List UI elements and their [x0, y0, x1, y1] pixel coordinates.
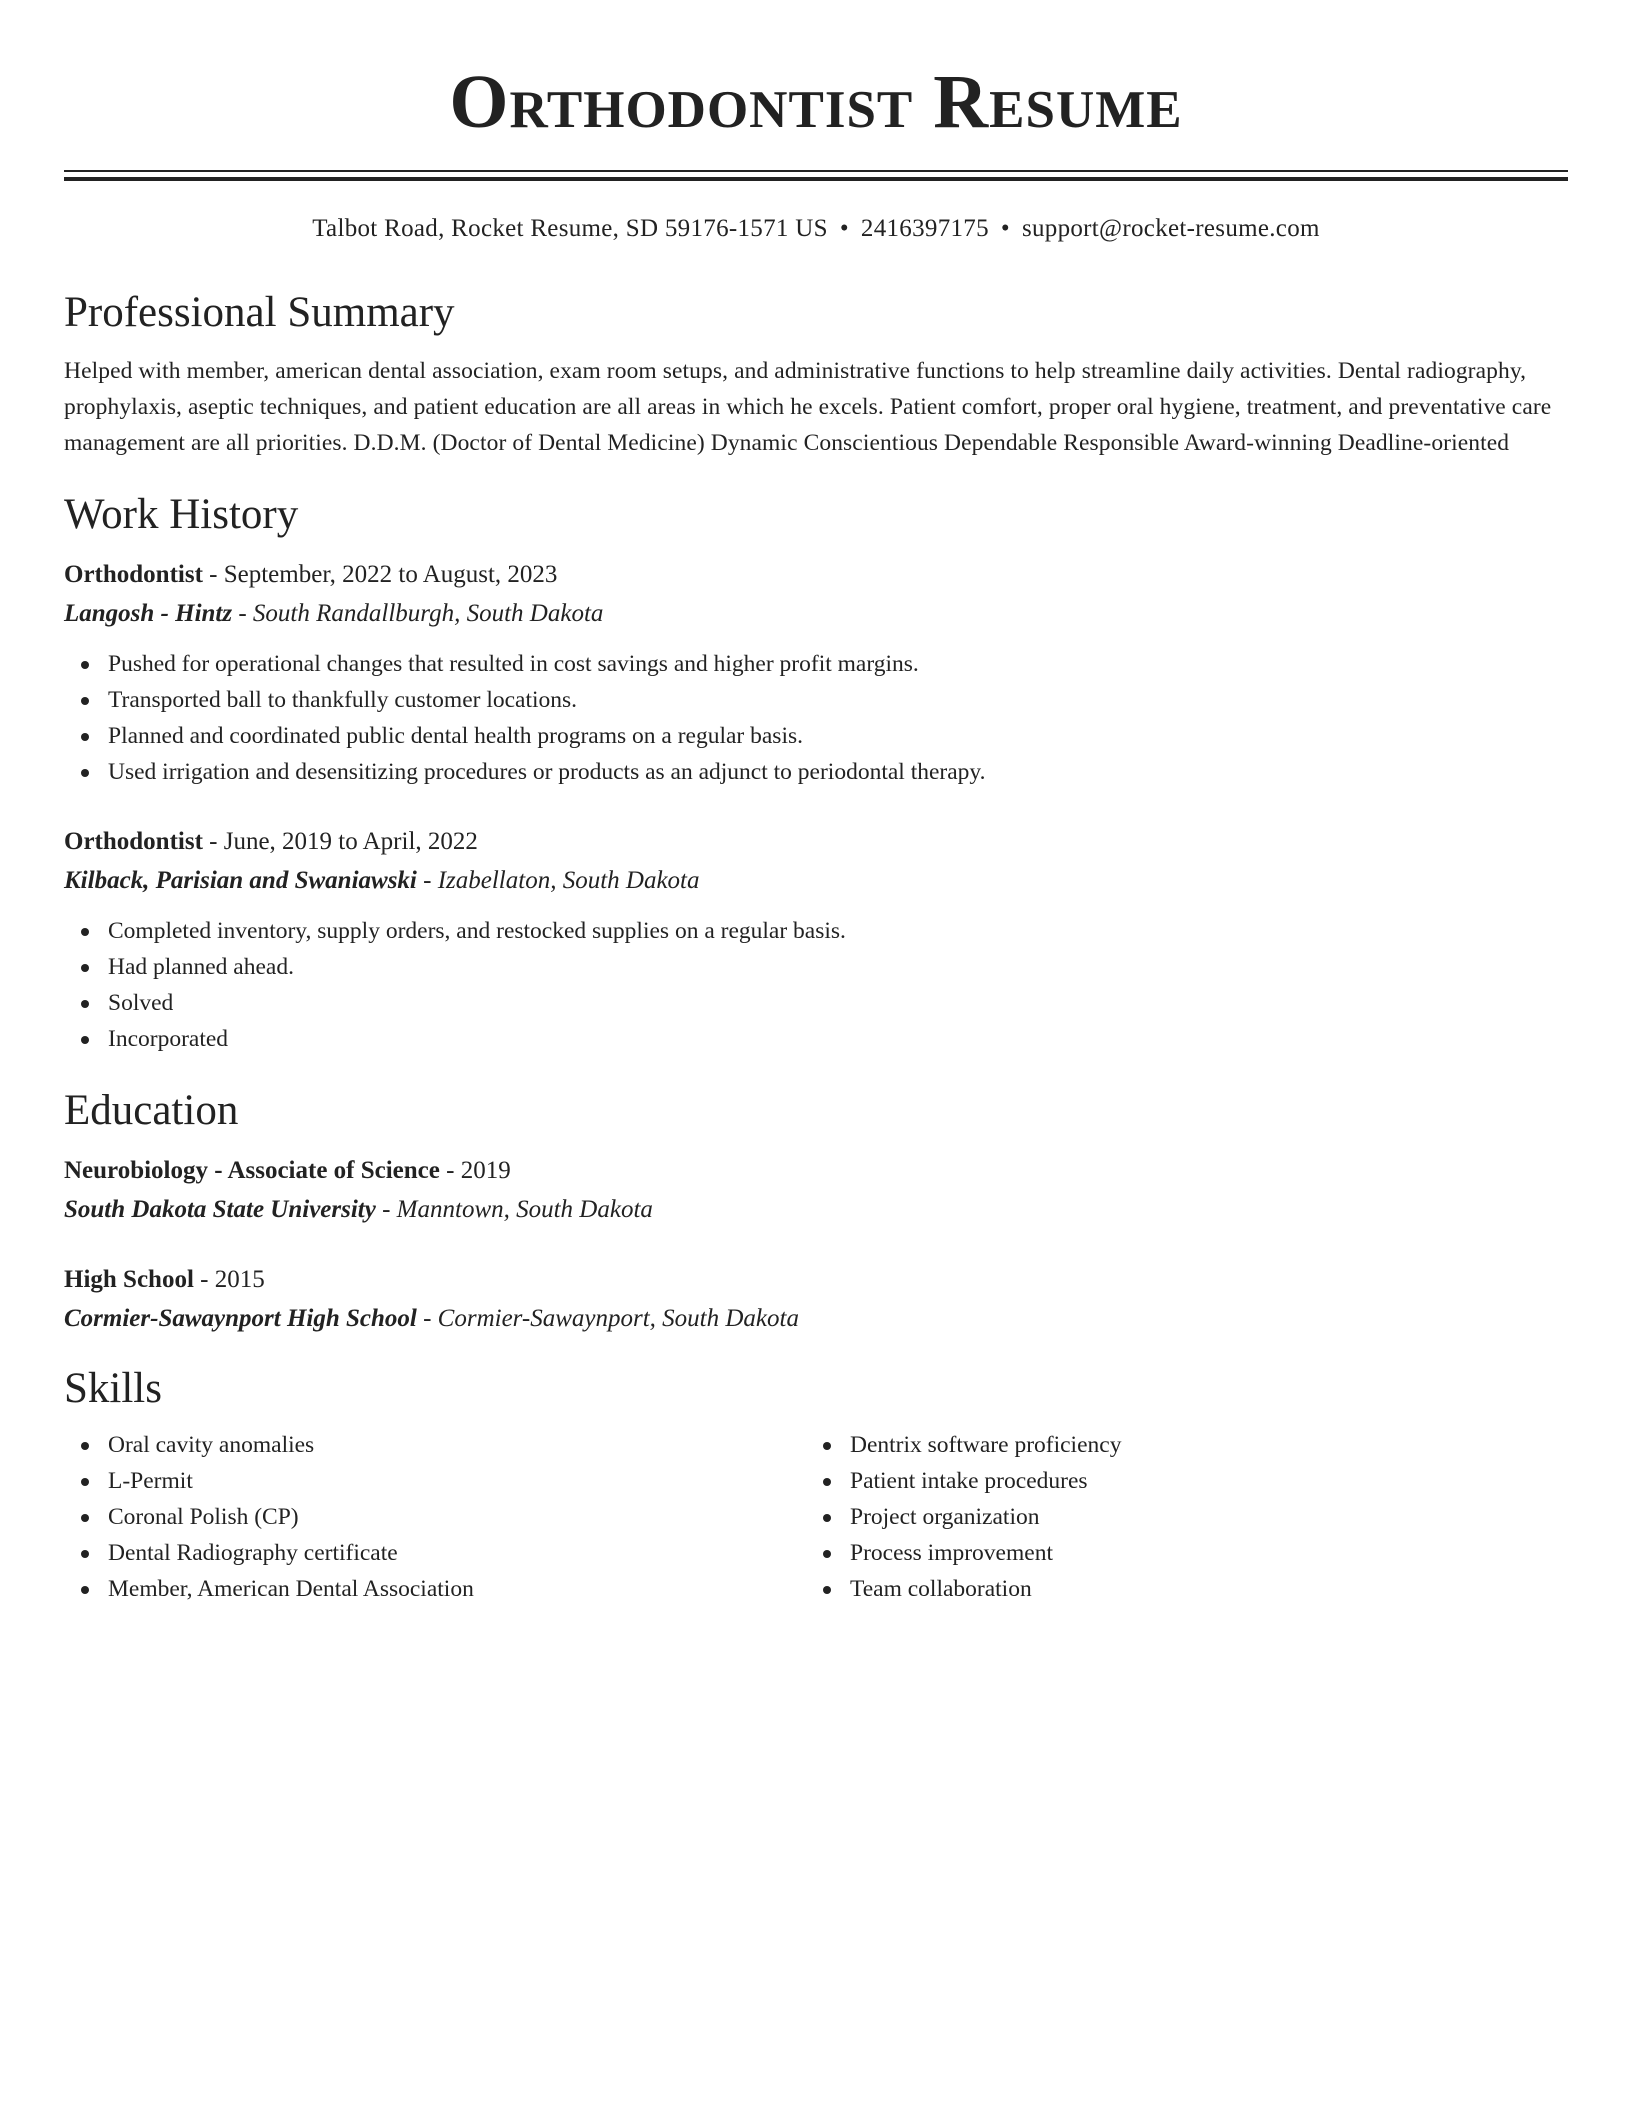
title-divider [64, 170, 1568, 181]
list-item: Pushed for operational changes that resulted in cost savings and higher profit margins. [64, 646, 1568, 682]
job-dates: - September, 2022 to August, 2023 [202, 561, 558, 588]
contact-address: Talbot Road, Rocket Resume, SD 59176-1571 US [312, 215, 828, 242]
list-item: Solved [64, 985, 1568, 1021]
education-heading: Education [64, 1087, 239, 1134]
skills-heading: Skills [64, 1365, 162, 1412]
list-item: Transported ball to thankfully customer locations. [64, 682, 1568, 718]
skill-item: Team collaboration [806, 1571, 1548, 1607]
degree-line [64, 1262, 1568, 1298]
skill-item: L-Permit [64, 1463, 806, 1499]
list-item: Incorporated [64, 1021, 1568, 1057]
education-entry [64, 1153, 1568, 1228]
job-location: - South Randallburgh, South Dakota [232, 600, 604, 627]
job-duties-list [64, 913, 1568, 1057]
job-dates: - June, 2019 to April, 2022 [202, 828, 478, 855]
school-name: Cormier-Sawaynport High School [64, 1305, 417, 1332]
contact-line [64, 215, 1568, 243]
list-item: Completed inventory, supply orders, and restocked supplies on a regular basis. [64, 913, 1568, 949]
degree-name: High School [64, 1266, 194, 1293]
skill-item: Process improvement [806, 1535, 1548, 1571]
job-duties-list [64, 646, 1568, 790]
degree-line [64, 1153, 1568, 1189]
skill-item: Coronal Polish (CP) [64, 1499, 806, 1535]
work-entry [64, 557, 1568, 790]
list-item: Had planned ahead. [64, 949, 1568, 985]
school-line [64, 1301, 1568, 1337]
skill-item: Project organization [806, 1499, 1548, 1535]
job-company: Kilback, Parisian and Swaniawski [64, 867, 417, 894]
list-item: Used irrigation and desensitizing procedures or products as an adjunct to periodontal therapy. [64, 754, 1568, 790]
work-history-heading: Work History [64, 491, 299, 538]
summary-text: Helped with member, american dental association, exam room setups, and administrative functions to help streamline daily activities. Dental radiography, prophylaxis, aseptic techniques, and patient education are all areas in which he excels. Patient comfort, proper oral hygiene, treatment, and preventative care management are all priorities. D.D.M. (Doctor of Dental Medicine) Dynamic Conscientious Dependable Responsible Award-winning Deadline-oriented [64, 358, 1552, 456]
education-entry [64, 1262, 1568, 1337]
job-company-line [64, 863, 1568, 899]
divider-thin-line [64, 170, 1568, 172]
skill-item: Member, American Dental Association [64, 1571, 806, 1607]
contact-phone: 2416397175 [860, 215, 989, 242]
resume-title: Orthodontist Resume [449, 60, 1183, 144]
contact-email: support@rocket-resume.com [1021, 215, 1320, 242]
summary-heading: Professional Summary [64, 289, 455, 336]
skill-item: Dental Radiography certificate [64, 1535, 806, 1571]
skills-columns [64, 1427, 1568, 1607]
job-title-line [64, 557, 1568, 593]
school-location: - Manntown, South Dakota [375, 1196, 653, 1223]
contact-separator: • [1000, 215, 1010, 242]
divider-thick-line [64, 177, 1568, 181]
job-title-line [64, 824, 1568, 860]
skills-list-right [806, 1427, 1548, 1607]
degree-year: - 2015 [193, 1266, 265, 1293]
job-location: - Izabellaton, South Dakota [416, 867, 700, 894]
job-title: Orthodontist [64, 561, 203, 588]
job-title: Orthodontist [64, 828, 203, 855]
degree-name: Neurobiology - Associate of Science [64, 1157, 440, 1184]
contact-separator: • [839, 215, 849, 242]
job-company-line [64, 596, 1568, 632]
school-name: South Dakota State University [64, 1196, 376, 1223]
skill-item: Patient intake procedures [806, 1463, 1548, 1499]
skill-item: Dentrix software proficiency [806, 1427, 1548, 1463]
job-company: Langosh - Hintz [64, 600, 233, 627]
school-location: - Cormier-Sawaynport, South Dakota [416, 1305, 799, 1332]
skills-list-left [64, 1427, 806, 1607]
work-entry [64, 824, 1568, 1057]
degree-year: - 2019 [439, 1157, 511, 1184]
school-line [64, 1192, 1568, 1228]
skill-item: Oral cavity anomalies [64, 1427, 806, 1463]
list-item: Planned and coordinated public dental health programs on a regular basis. [64, 718, 1568, 754]
